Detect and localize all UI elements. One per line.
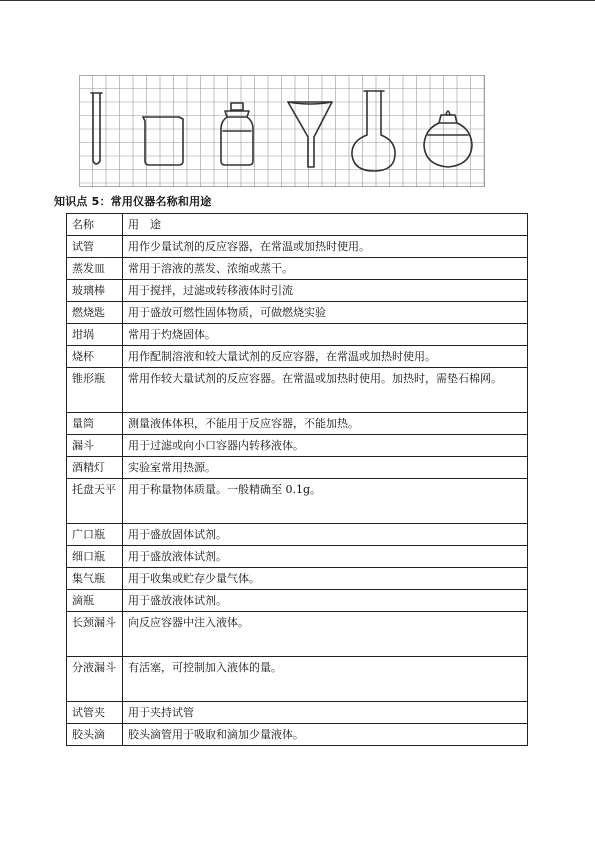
beaker-icon <box>143 117 183 165</box>
instrument-use: 向反应容器中注入液体。 <box>123 612 528 657</box>
instrument-name: 托盘天平 <box>67 479 123 524</box>
table-row <box>67 702 528 724</box>
instrument-name: 试管 <box>67 236 123 258</box>
instrument-name: 烧杯 <box>67 346 123 368</box>
table-row <box>67 568 528 590</box>
table-row <box>67 457 528 479</box>
instrument-name: 滴瓶 <box>67 590 123 612</box>
table-row <box>67 546 528 568</box>
instrument-use: 用于收集或贮存少量气体。 <box>123 568 528 590</box>
instrument-use: 用于盛放液体试剂。 <box>123 590 528 612</box>
instrument-name: 胶头滴 <box>67 724 123 746</box>
instrument-table <box>66 213 528 746</box>
instrument-name: 试管夹 <box>67 702 123 724</box>
header-use: 用 途 <box>123 214 528 236</box>
instrument-use: 常用于灼烧固体。 <box>123 324 528 346</box>
instrument-use: 用于称量物体质量。一般精确至 0.1g。 <box>123 479 528 524</box>
instrument-illustration <box>79 75 485 187</box>
test-tube-icon <box>91 93 102 164</box>
instrument-use: 胶头滴管用于吸取和滴加少量液体。 <box>123 724 528 746</box>
instrument-use: 常用于溶液的蒸发、浓缩或蒸干。 <box>123 258 528 280</box>
instrument-use: 用于过滤或向小口容器内转移液体。 <box>123 435 528 457</box>
table-row <box>67 346 528 368</box>
instrument-name: 玻璃棒 <box>67 280 123 302</box>
instrument-use: 用于盛放固体试剂。 <box>123 524 528 546</box>
table-header-row <box>67 214 528 236</box>
table-row <box>67 612 528 657</box>
instrument-name: 燃烧匙 <box>67 302 123 324</box>
instrument-use: 常用作较大量试剂的反应容器。在常温或加热时使用。加热时，需垫石棉网。 <box>123 368 528 413</box>
instrument-name: 漏斗 <box>67 435 123 457</box>
instrument-name: 蒸发皿 <box>67 258 123 280</box>
instrument-use: 用于盛放可燃性固体物质，可做燃烧实验 <box>123 302 528 324</box>
instrument-use: 用于盛放液体试剂。 <box>123 546 528 568</box>
instrument-use: 用作配制溶液和较大量试剂的反应容器，在常温或加热时使用。 <box>123 346 528 368</box>
round-flask-icon <box>352 91 395 171</box>
instrument-name: 量筒 <box>67 413 123 435</box>
table-row <box>67 368 528 413</box>
table-row <box>67 435 528 457</box>
instrument-name: 酒精灯 <box>67 457 123 479</box>
instrument-use: 实验室常用热源。 <box>123 457 528 479</box>
instrument-name: 分液漏斗 <box>67 657 123 702</box>
instrument-use: 用于搅拌，过滤或转移液体时引流 <box>123 280 528 302</box>
table-row <box>67 524 528 546</box>
instrument-use: 有活塞，可控制加入液体的量。 <box>123 657 528 702</box>
instrument-name: 锥形瓶 <box>67 368 123 413</box>
table-row <box>67 258 528 280</box>
instrument-table-body <box>67 214 528 746</box>
instrument-use: 用作少量试剂的反应容器，在常温或加热时使用。 <box>123 236 528 258</box>
table-row <box>67 302 528 324</box>
section-title: 知识点 5：常用仪器名称和用途 <box>54 195 212 208</box>
table-row <box>67 413 528 435</box>
instrument-name: 细口瓶 <box>67 546 123 568</box>
alcohol-lamp-icon <box>424 111 472 167</box>
page-top-rule <box>0 0 595 1</box>
table-row <box>67 657 528 702</box>
table-row <box>67 724 528 746</box>
table-row <box>67 324 528 346</box>
grid-background <box>79 75 485 187</box>
header-name: 名称 <box>67 214 123 236</box>
table-row <box>67 280 528 302</box>
instrument-name: 集气瓶 <box>67 568 123 590</box>
instrument-use: 测量液体体积，不能用于反应容器，不能加热。 <box>123 413 528 435</box>
instrument-use: 用于夹持试管 <box>123 702 528 724</box>
table-row <box>67 236 528 258</box>
instrument-name: 坩埚 <box>67 324 123 346</box>
table-row <box>67 590 528 612</box>
instrument-name: 长颈漏斗 <box>67 612 123 657</box>
funnel-icon <box>288 102 332 167</box>
instrument-name: 广口瓶 <box>67 524 123 546</box>
table-row <box>67 479 528 524</box>
